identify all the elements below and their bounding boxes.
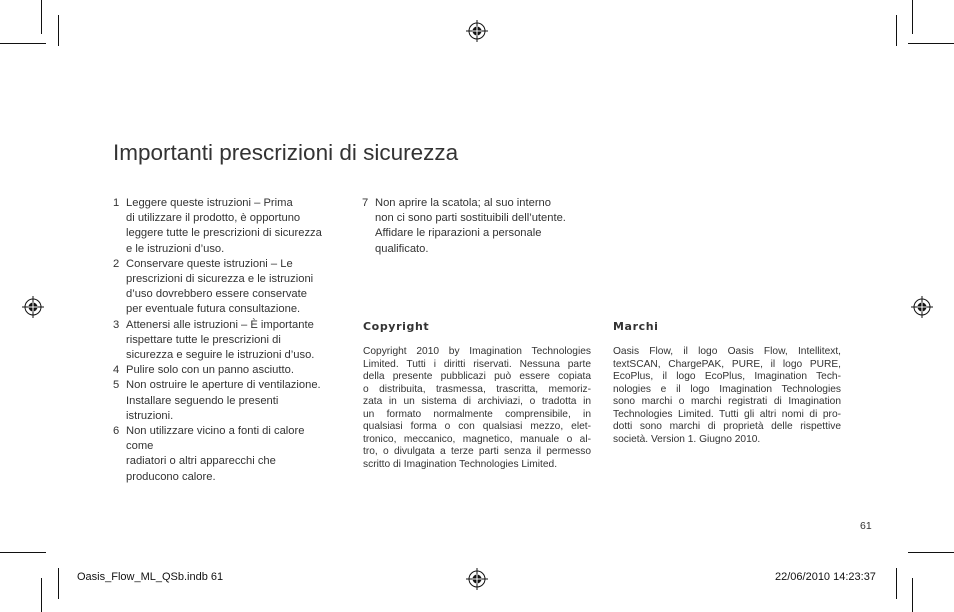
item-text-line: Non aprire la scatola; al suo interno [375,197,551,209]
item-text-line: per eventuale futura consultazione. [126,303,301,316]
crop-mark [896,15,897,46]
trademarks-line: società. Version 1. Giugno 2010. [613,433,761,445]
list-item [113,378,345,424]
item-text-line: Affidare le riparazioni a personale [375,227,542,240]
crop-mark [58,568,59,599]
item-text-line: istruzioni. [126,409,174,422]
copyright-line: della presente pubblicazi può essere copiata [363,371,591,382]
copyright-line: un formato normalmente comprensibile, in [363,408,591,420]
trademarks-line: sono marchi o marchi registrati di Imagination [613,396,841,407]
copyright-text [363,346,591,471]
item-text-line: Installare seguendo le presenti [126,394,279,407]
page-title: Importanti prescrizioni di sicurezza [113,140,459,165]
item-text-line: Conservare queste istruzioni – Le [126,257,293,270]
item-text-line: leggere tutte le prescrizioni di sicurezza [126,227,322,240]
item-number: 2 [113,257,120,270]
item-text-line: sicurezza e seguire le istruzioni d’uso. [126,349,315,362]
item-text-line: radiatori o altri apparecchi che [126,455,276,468]
slug-filename: Oasis_Flow_ML_QSb.indb 61 [77,571,224,583]
crop-mark [58,15,59,46]
item-text-line: Leggere queste istruzioni – Prima [126,197,293,209]
crop-mark [41,578,42,612]
item-text-line: come [126,440,154,453]
trademarks-heading: Marchi [613,320,659,333]
copyright-heading: Copyright [363,320,430,333]
page-number: 61 [860,520,872,532]
crop-mark [896,568,897,599]
item-text-line: Pulire solo con un panno asciutto. [126,364,294,377]
copyright-line: zata in un sistema di archiviazi, o tradotta in [363,396,591,407]
copyright-line: scritto di Imagination Technologies Limited. [363,458,558,470]
item-text-line: e le istruzioni d’uso. [126,242,225,255]
crop-mark [912,578,913,612]
list-item [113,196,345,257]
list-item [113,424,345,485]
item-text-line: producono calore. [126,470,216,483]
registration-mark-icon [466,568,488,590]
trademarks-line: textSCAN, ChargePAK, PURE, il logo PURE, [613,358,841,370]
registration-mark-icon [466,20,488,42]
item-number: 4 [113,364,120,377]
crop-mark [908,43,954,44]
crop-mark [908,552,954,553]
item-text-line: Non ostruire le aperture di ventilazione. [126,379,321,392]
list-item [113,363,345,378]
copyright-line: tronico, meccanico, magnetico, manuale o al- [363,433,591,445]
list-item [113,318,345,364]
trademarks-line: dotti sono marchi di proprietà delle rispettive [613,421,841,432]
registration-mark-icon [22,296,44,318]
copyright-line: o distribuita, trasmessa, trascritta, memoriz- [363,383,591,395]
trademarks-line: Oasis Flow, il logo Oasis Flow, Intellitext, [613,346,841,357]
item-number: 6 [113,425,120,438]
item-text-line: di utilizzare il prodotto, è opportuno [126,212,301,225]
slug-timestamp: 22/06/2010 14:23:37 [775,571,876,583]
item-text-line: prescrizioni di sicurezza e le istruzioni [126,273,314,286]
copyright-line: qualsiasi forma o con qualsiasi mezzo, elet- [363,421,591,432]
item-number: 1 [113,197,120,209]
safety-instructions-list [113,196,345,485]
item-number: 5 [113,379,120,392]
crop-mark [0,552,46,553]
item-number: 7 [362,197,369,209]
item-number: 3 [113,318,120,331]
item-text-line: d’uso dovrebbero essere conservate [126,288,307,301]
copyright-line: Limited. Tutti i diritti riservati. Nessuna parte [363,358,591,370]
crop-mark [912,0,913,34]
copyright-line: tro, o divulgata a terze parti senza il permesso [363,446,591,457]
trademarks-line: nologies e il logo Imagination Technologies [613,383,841,395]
list-item [362,196,594,257]
crop-mark [41,0,42,34]
item-text-line: Attenersi alle istruzioni – È importante [126,318,314,331]
trademarks-line: EcoPlus, il logo EcoPlus, Imagination Tech- [613,371,841,382]
item-text-line: non ci sono parti sostituibili dell’utente. [375,212,566,225]
registration-mark-icon [911,296,933,318]
safety-instructions-list-continued [362,196,594,257]
trademarks-text [613,346,841,446]
list-item [113,257,345,318]
item-text-line: Non utilizzare vicino a fonti di calore [126,425,305,438]
item-text-line: qualificato. [375,242,429,255]
item-text-line: rispettare tutte le prescrizioni di [126,333,281,346]
trademarks-line: Technologies Limited. Tutti gli altri nomi di pro- [613,408,841,420]
crop-mark [0,43,46,44]
copyright-line: Copyright 2010 by Imagination Technologies [363,346,591,357]
